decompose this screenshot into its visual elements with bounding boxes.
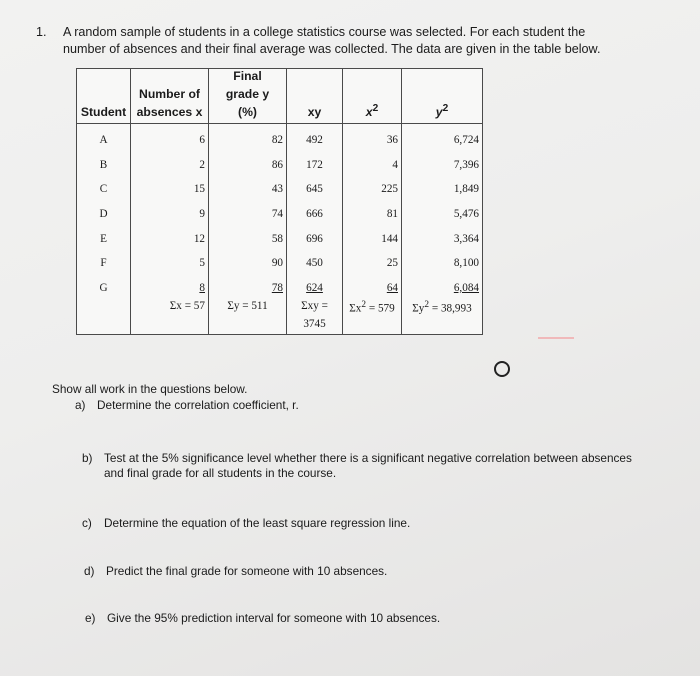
cell-student: D	[77, 202, 131, 227]
sum-x2-value: = 579	[366, 302, 395, 315]
question-part-a	[75, 398, 299, 412]
table-row	[77, 251, 483, 276]
header-xy-label: xy	[307, 105, 322, 119]
cell-x2: 225	[343, 177, 402, 202]
header-student: Student	[77, 69, 131, 124]
table-header-row	[77, 69, 483, 124]
part-e-label: e)	[85, 611, 96, 625]
cell-student: A	[77, 124, 131, 153]
cell-y: 90	[209, 251, 287, 276]
cell-xy: 492	[287, 124, 343, 153]
sum-y2-exponent: 2	[424, 300, 430, 311]
header-y-squared	[402, 69, 483, 124]
sum-xy-line-1: Σxy =	[301, 300, 328, 313]
header-y2-base: y	[435, 105, 443, 119]
cell-x2: 25	[343, 251, 402, 276]
cell-student: F	[77, 251, 131, 276]
cell-y2: 1,849	[402, 177, 483, 202]
cell-x2: 144	[343, 226, 402, 251]
data-table	[76, 68, 483, 335]
instructions-intro: Show all work in the questions below.	[52, 382, 248, 396]
cell-xy: 666	[287, 202, 343, 227]
part-b-text: Test at the 5% significance level whether there is a significant negative correlation between absences and final grade for all students in the course.	[104, 451, 632, 480]
cell-xy: 172	[287, 153, 343, 178]
header-absences-line-1: Number of	[139, 87, 200, 101]
cell-y2: 6,084	[402, 276, 483, 301]
cell-x2: 36	[343, 124, 402, 153]
cell-sum-x: Σx = 57	[131, 300, 209, 335]
table-row	[77, 202, 483, 227]
cell-x2: 64	[343, 276, 402, 301]
part-c-text: Determine the equation of the least square regression line.	[104, 516, 411, 530]
cell-x2: 4	[343, 153, 402, 178]
part-d-text: Predict the final grade for someone with 10 absences.	[106, 564, 388, 578]
sum-y2-base: Σy	[412, 302, 425, 315]
question-part-c	[82, 516, 410, 530]
cell-y: 58	[209, 226, 287, 251]
header-x-squared	[343, 69, 402, 124]
question-number: 1.	[36, 25, 47, 39]
sum-x2-base: Σx	[349, 302, 362, 315]
part-a-text: Determine the correlation coefficient, r.	[97, 398, 299, 412]
cell-sum-xy	[287, 300, 343, 335]
cell-x: 2	[131, 153, 209, 178]
header-grade-line-3: (%)	[238, 105, 257, 119]
cell-xy: 696	[287, 226, 343, 251]
cell-y2: 7,396	[402, 153, 483, 178]
question-part-d	[84, 564, 387, 578]
part-e-text: Give the 95% prediction interval for someone with 10 absences.	[107, 611, 441, 625]
header-grade-line-1: Final	[233, 69, 262, 83]
cell-x: 8	[131, 276, 209, 301]
cell-x: 9	[131, 202, 209, 227]
cell-x: 15	[131, 177, 209, 202]
cell-student: B	[77, 153, 131, 178]
header-absences	[131, 69, 209, 124]
cell-y: 86	[209, 153, 287, 178]
cell-y: 74	[209, 202, 287, 227]
part-c-label: c)	[82, 516, 92, 530]
header-x2-base: x	[365, 105, 373, 119]
question-part-b	[82, 451, 642, 481]
question-part-e	[85, 611, 440, 625]
table-row	[77, 153, 483, 178]
question-stem-line-1: A random sample of students in a college statistics course was selected. For each student the	[63, 25, 586, 39]
part-a-label: a)	[75, 398, 86, 412]
cell-y2: 8,100	[402, 251, 483, 276]
cell-student: C	[77, 177, 131, 202]
cell-y2: 5,476	[402, 202, 483, 227]
header-y2-exponent: 2	[442, 102, 449, 114]
cell-y: 82	[209, 124, 287, 153]
cell-student: G	[77, 276, 131, 301]
cell-sum-y: Σy = 511	[209, 300, 287, 335]
header-grade-line-2: grade y	[225, 87, 270, 101]
question-stem	[63, 24, 686, 58]
part-b-label: b)	[82, 451, 93, 465]
cell-sum-y2	[402, 300, 483, 335]
table-row	[77, 276, 483, 301]
cell-y2: 6,724	[402, 124, 483, 153]
cell-y: 78	[209, 276, 287, 301]
question-header	[36, 24, 686, 58]
header-final-grade	[209, 69, 287, 124]
part-d-label: d)	[84, 564, 95, 578]
cell-x: 6	[131, 124, 209, 153]
cell-sum-empty	[77, 300, 131, 335]
cell-xy: 450	[287, 251, 343, 276]
circle-mark	[494, 361, 510, 377]
sum-y2-value: = 38,993	[429, 302, 472, 315]
header-xy	[287, 69, 343, 124]
cell-y: 43	[209, 177, 287, 202]
table-row	[77, 124, 483, 153]
header-x2-exponent: 2	[372, 102, 379, 114]
sum-x2-exponent: 2	[361, 300, 367, 311]
table-row	[77, 177, 483, 202]
sum-xy-line-2: 3745	[303, 318, 326, 331]
cell-x: 5	[131, 251, 209, 276]
cell-x: 12	[131, 226, 209, 251]
cell-xy: 645	[287, 177, 343, 202]
pink-mark	[538, 337, 574, 339]
cell-x2: 81	[343, 202, 402, 227]
question-stem-line-2: number of absences and their final average was collected. The data are given in the table below.	[63, 42, 601, 56]
cell-student: E	[77, 226, 131, 251]
cell-xy: 624	[287, 276, 343, 301]
cell-y2: 3,364	[402, 226, 483, 251]
cell-sum-x2	[343, 300, 402, 335]
table-sum-row	[77, 300, 483, 335]
header-absences-line-2: absences x	[136, 105, 203, 119]
table-row	[77, 226, 483, 251]
